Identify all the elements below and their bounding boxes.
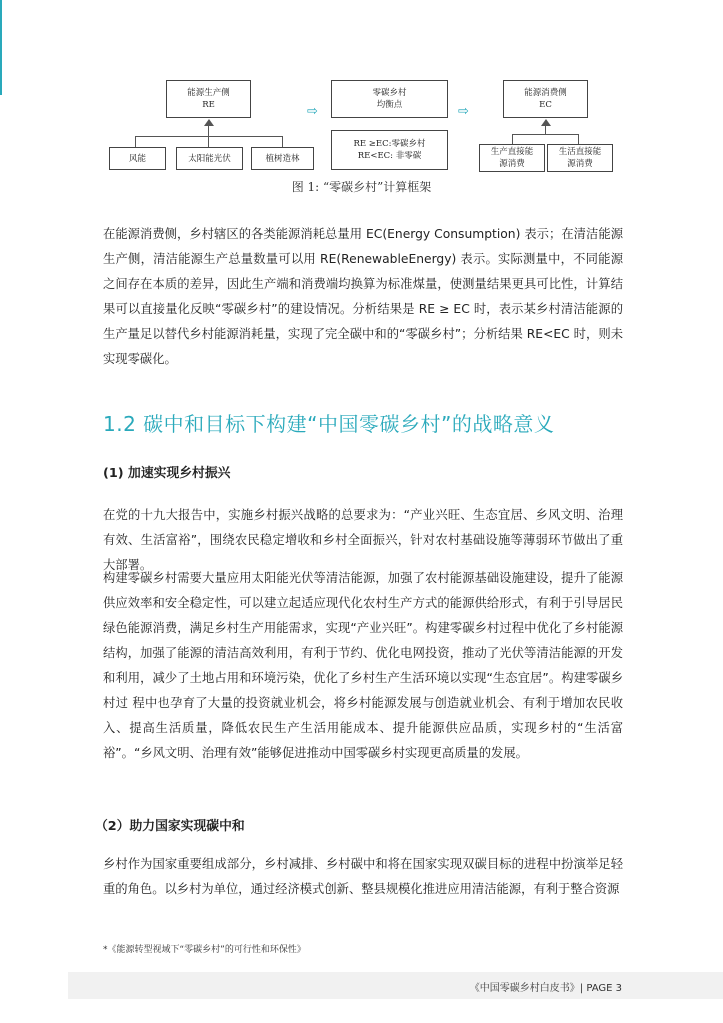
consumption-item-box — [547, 144, 613, 172]
connector-line — [135, 136, 283, 137]
connector-line — [512, 134, 579, 135]
body-paragraph: 在党的十九大报告中，实施乡村振兴战略的总要求为：“产业兴旺、生态宜居、乡风文明、治理有效、生活富裕”，围绕农民稳定增收和乡村全面振兴，针对农村基础设施等薄弱环节做出了重大部署。 — [103, 508, 623, 572]
consumption-item-label: 源消费 — [567, 159, 593, 169]
connector-line — [282, 136, 283, 147]
source-box — [176, 147, 243, 170]
consumption-item-label: 源消费 — [499, 159, 525, 169]
arrow-right-icon: ⇨ — [307, 104, 318, 119]
page-footer: 《中国零碳乡村白皮书》| PAGE 3 — [469, 983, 622, 994]
balance-point-box — [331, 80, 448, 118]
section-heading: 1.2 碳中和目标下构建“中国零碳乡村”的战略意义 — [103, 412, 555, 436]
arrow-up-icon — [204, 119, 214, 126]
source-label: 植树造林 — [265, 153, 300, 164]
connector-line — [578, 134, 579, 144]
left-accent-bar — [0, 0, 2, 95]
source-label: 太阳能光伏 — [188, 153, 231, 164]
body-paragraph: 乡村作为国家重要组成部分，乡村减排、乡村碳中和将在国家实现双碳目标的进程中扮演举足轻重的角色。以乡村为单位，通过经济模式创新、整县规模化推进应用清洁能源，有利于整合资源 — [103, 857, 623, 896]
consumption-item-label: 生产直接能 — [490, 147, 534, 157]
intro-paragraph: 在能源消费侧，乡村辖区的各类能源消耗总量用 EC(Energy Consumption) 表示；在清洁能源生产侧，清洁能源生产总量数量可以用 RE(RenewableEnergy) 表示。实际测量中，不同能源之间存在本质的差异，因此生产端和消费端均换算为标准煤量，使测量结果更具可比性，计算结果可以直接量化反映“零碳乡村”的建设情况。分析结果是 RE ≥ EC 时，表示某乡村清洁能源的生产量足以替代乡村能源消耗量，实现了完全碳中和的“零碳乡村”；分析结果 RE<EC 时，则未实现零碳化。 — [103, 227, 623, 366]
production-sub: RE — [202, 100, 215, 110]
condition-line2: RE<EC: 非零碳 — [357, 151, 422, 161]
subheading-carbon-neutrality: （2）助力国家实现碳中和 — [95, 819, 245, 834]
condition-line1: RE ≥EC:零碳乡村 — [353, 139, 426, 149]
source-box — [251, 147, 314, 170]
footnote: *《能源转型视域下“零碳乡村”的可行性和环保性》 — [103, 945, 306, 955]
source-label: 风能 — [128, 153, 146, 164]
subheading-rural-revitalization: (1) 加速实现乡村振兴 — [103, 466, 231, 481]
consumption-title: 能源消费侧 — [524, 88, 567, 98]
village-sub: 均衡点 — [376, 100, 403, 110]
arrow-up-icon — [541, 119, 551, 126]
connector-line — [512, 134, 513, 144]
footer-bar — [68, 972, 723, 999]
connector-line — [545, 125, 546, 134]
production-side-box — [166, 80, 251, 118]
body-paragraph: 构建零碳乡村需要大量应用太阳能光伏等清洁能源，加强了农村能源基础设施建设，提升了能源供应效率和安全稳定性，可以建立起适应现代化农村生产方式的能源供给形式，有利于引导居民绿色能源消费，满足乡村生产用能需求，实现“产业兴旺”。构建零碳乡村过程中优化了乡村能源结构，加强了能源的清洁高效利用，有利于节约、优化电网投资，推动了光伏等清洁能源的开发和利用，减少了土地占用和环境污染，优化了乡村生产生活环境以实现“生态宜居”。构建零碳乡村过 程中也孕育了大量的投资就业机会，将乡村能源发展与创造就业机会、有利于增加农民收入、提高生活质量，降低农民生产生活用能成本、提升能源供应品质，实现乡村的“生活富裕”。“乡风文明、治理有效”能够促进推动中国零碳乡村实现更高质量的发展。 — [103, 571, 623, 760]
condition-box — [331, 130, 448, 170]
production-title: 能源生产侧 — [187, 88, 230, 98]
consumption-side-box — [503, 80, 588, 118]
connector-line — [208, 125, 209, 136]
connector-line — [135, 136, 136, 147]
consumption-item-box — [479, 144, 545, 172]
consumption-item-label: 生活直接能 — [558, 147, 602, 157]
connector-line — [208, 136, 209, 147]
arrow-right-icon: ⇨ — [458, 104, 469, 119]
village-title: 零碳乡村 — [372, 88, 407, 98]
figure-caption: 图 1: “零碳乡村”计算框架 — [291, 180, 432, 194]
consumption-sub: EC — [539, 100, 552, 110]
source-box — [109, 147, 166, 170]
